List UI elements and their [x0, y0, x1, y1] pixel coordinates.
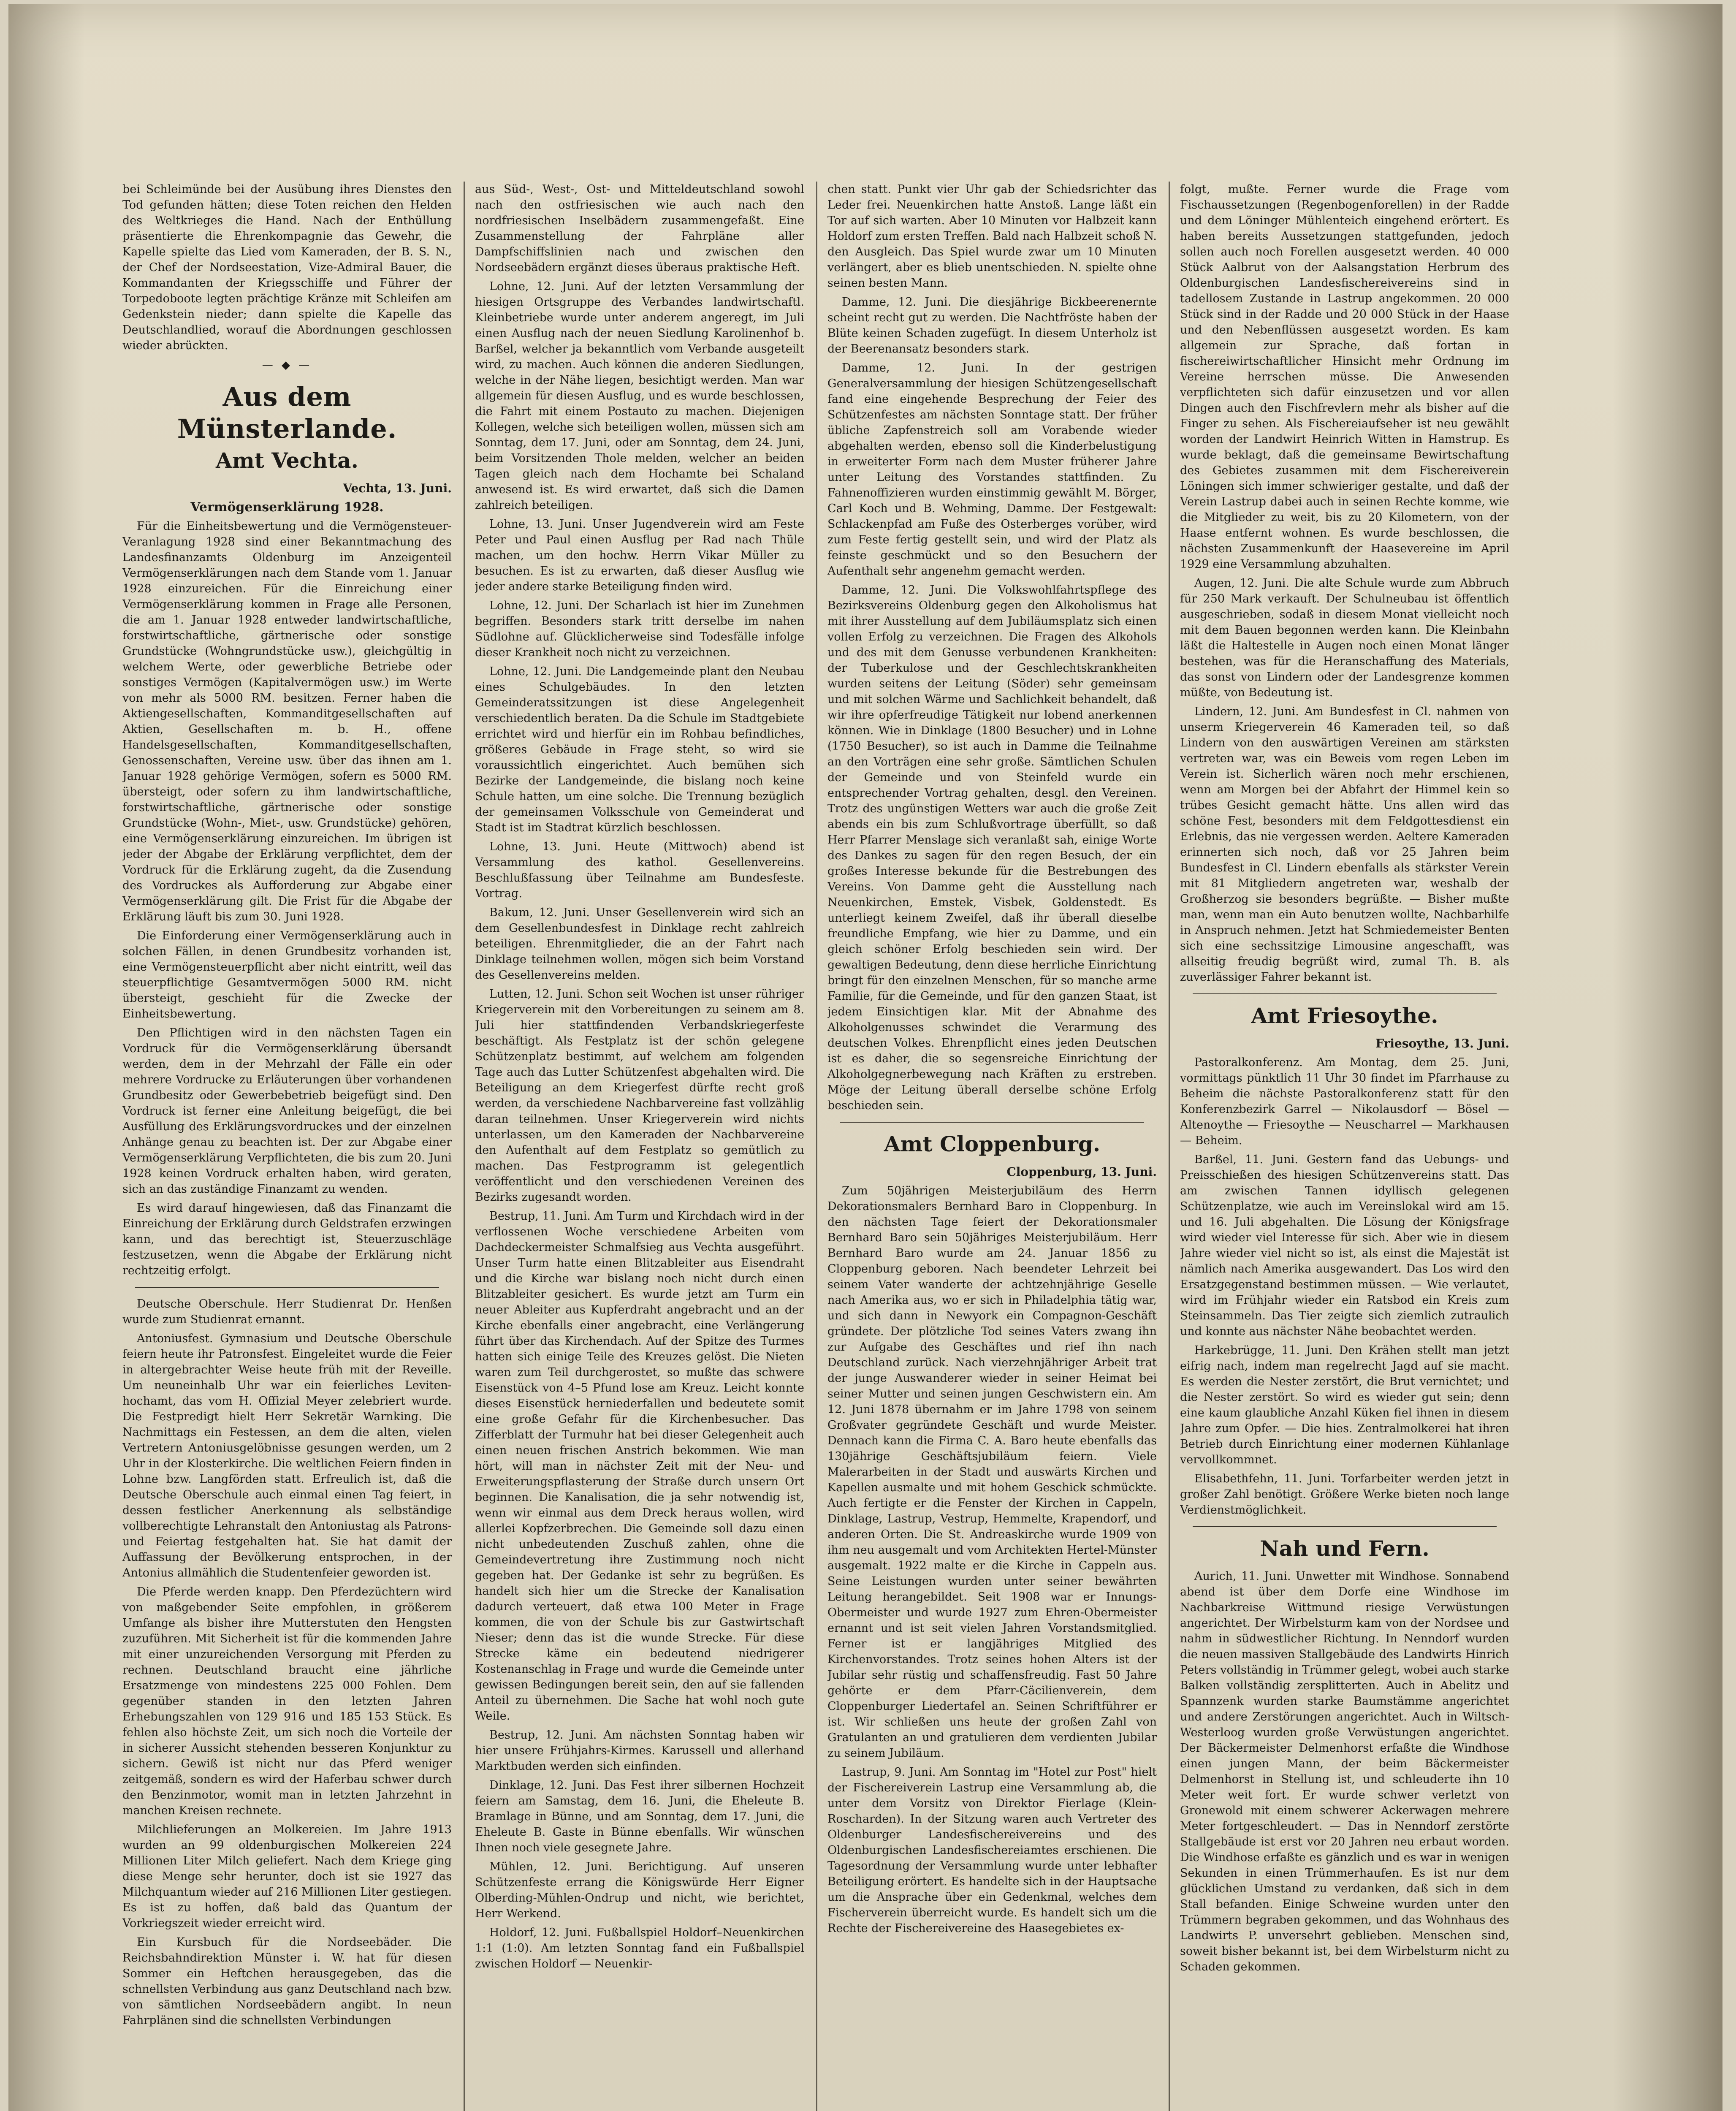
article-text: folgt, mußte. Ferner wurde die Frage vom Fischaussetzungen (Regenbogenforellen) in der Radde und dem Löninger Mühlenteich eingehend erörtert. Es haben bereits Aussetzungen stattgefunden, jedoch sollen auch noch Forellen ausgesetzt werden. 40 000 Stück Aalbrut von der Aalsangstation Herbrum des Oldenburgischen Landesfischereivereins sind in tadellosem Zustande in Lastrup angekommen. 20 000 Stück sind in der Radde und 20 000 Stück in der Haase und den Nebenflüssen ausgesetzt worden. Es kam allgemein zur Sprache, daß fortan in fischereiwirtschaftlicher Hinsicht mehr Ordnung im Vereine herrschen müsse. Die Anwesenden verpflichteten sich dafür einzusetzen und vor allen Dingen auch den Fischfrevlern mehr als bisher auf die Finger zu sehen. Als Fischereiaufseher ist neu gewählt worden der Landwirt Heinrich Witten in Hamstrup. Es wurde beklagt, daß die gemeinsame Bewirtschaftung des Gebietes zusammen mit dem Fischereiverein Löningen sich immer schwieriger gestalte, und daß der Verein Lastrup dabei auch in seinen Rechte komme, wie die Mitglieder zu weit, bis zu 20 Kilometern, von der Haase entfernt wohnen. Es wurde beschlossen, die nächsten Zusammenkunft der Haasevereine im April 1929 eine Versammlung abzuhalten.: [1180, 183, 1509, 571]
news-item: Antoniusfest. Gymnasium und Deutsche Oberschule feiern heute ihr Patronsfest. Eingeleitet wurde die Feier in altergebrachter Weise heute früh mit der Reveille. Um neuneinhalb Uhr war ein feierliches Leviten-hochamt, das vom H. Offizial Meyer zelebriert wurde. Die Festpredigt hielt Herr Sekretär Warnking. Die Nachmittags ein Festessen, an dem die alten, vielen Vertretern Antoniusgelöbnisse gesungen werden, um 2 Uhr in der Klosterkirche. Die weltlichen Feiern finden in Lohne bzw. Langförden statt. Erfreulich ist, daß die Deutsche Oberschule auch einmal einen Tag feiert, in dessen festlicher Anerkennung als selbständige vollberechtigte Lehranstalt den Antoniustag als Patrons- und Feiertag festgehalten hat. Sie hat damit der Auffassung der Bevölkerung entsprochen, in der Antonius allmählich die Studentenfeier geworden ist.: [122, 1332, 452, 1579]
column-2: [475, 182, 804, 2111]
news-item: Lohne, 12. Juni. Der Scharlach ist hier im Zunehmen begriffen. Besonders stark tritt derselbe im nahen Südlohne auf. Glücklicherweise sind Todesfälle infolge dieser Krankheit noch nicht zu verzeichnen.: [475, 599, 804, 659]
divider: [1193, 1526, 1497, 1527]
news-item: Damme, 12. Juni. Die diesjährige Bickbeerenernte scheint recht gut zu werden. Die Nachtfröste haben der Blüte keinen Schaden zugefügt. In diesem Unterholz ist der Beerenansatz besonders stark.: [827, 296, 1157, 355]
section-subheading: Amt Friesoythe.: [1251, 1003, 1438, 1028]
article-text: aus Süd-, West-, Ost- und Mitteldeutschland sowohl nach den ostfriesischen wie auch nach den nordfriesischen Inselbädern zusammengefaßt. Eine Zusammenstellung der Fahrpläne aller Dampfschiffslinien nach und zwischen den Nordseebädern ergänzt dieses überaus praktische Heft.: [475, 183, 804, 274]
column-3: [827, 182, 1157, 2111]
news-item: Pastoralkonferenz. Am Montag, dem 25. Juni, vormittags pünktlich 11 Uhr 30 findet im Pfarrhause zu Beheim die nächste Pastoralkonferenz statt für den Konferenzbezirk Garrel — Nikolausdorf — Bösel — Altenoythe — Friesoythe — Neuscharrel — Markhausen — Beheim.: [1180, 1056, 1509, 1147]
news-item: Die Pferde werden knapp. Den Pferdezüchtern wird von maßgebender Seite empfohlen, in größerem Umfange als bisher ihre Mutterstuten den Hengsten zuzuführen. Mit Sicherheit ist für die kommenden Jahre mit einer unzureichenden Versorgung mit Pferden zu rechnen. Deutschland braucht eine jährliche Ersatzmenge von mindestens 225 000 Fohlen. Dem gegenüber standen in den letzten Jahren Erhebungszahlen von 129 916 und 185 153 Stück. Es fehlen also höchste Zeit, um sich noch die Vorteile der in sicherer Aussicht stehenden besseren Konjunktur zu sichern. Gewiß ist nicht nur das Pferd weniger zeitgemäß, sondern es wird der Haferbau schwer durch den Benzinmotor, womit man in letzten Jahrzehnt in manchen Kreisen rechnete.: [122, 1585, 452, 1817]
column-rule: [1169, 182, 1170, 2111]
article-dateline: Vechta, 13. Juni.: [343, 481, 452, 495]
column-1: [122, 182, 452, 2111]
section-subheading: Nah und Fern.: [1260, 1536, 1429, 1561]
column-4: [1180, 182, 1509, 2111]
news-item: Milchlieferungen an Molkereien. Im Jahre 1913 wurden an 99 oldenburgischen Molkereien 224 Millionen Liter Milch geliefert. Nach dem Kriege ging diese Menge sehr herunter, doch ist sie 1927 das Milchquantum wieder auf 216 Millionen Liter gestiegen. Es ist zu hoffen, daß bald das Quantum der Vorkriegszeit wieder erreicht wird.: [122, 1823, 452, 1930]
news-item: Damme, 12. Juni. In der gestrigen Generalversammlung der hiesigen Schützengesellschaft fand eine eingehende Besprechung der Feier des Schützenfestes am nächsten Sonntage statt. Der früher übliche Zapfenstreich soll am Vorabende wieder abgehalten werden, ebenso soll die Kinderbelustigung in erweiterter Form nach dem Muster früherer Jahre unter Leitung des Vorstandes stattfinden. Zu Fahnenoffizieren wurden einstimmig gewählt M. Börger, Carl Koch und B. Wehming, Damme. Der Festgewalt: Schlackenpfad am Fuße des Osterberges vorüber, wird zum Feste fertig gestellt sein, und wird der Platz als feinste geschmückt und so den Besuchern der Aufenthalt sehr angenehm gemacht werden.: [827, 361, 1157, 578]
news-item: Bestrup, 12. Juni. Am nächsten Sonntag haben wir hier unsere Frühjahrs-Kirmes. Karussell und allerhand Marktbuden werden sich einfinden.: [475, 1728, 804, 1773]
news-item: Holdorf, 12. Juni. Fußballspiel Holdorf–Neuenkirchen 1:1 (1:0). Am letzten Sonntag fand ein Fußballspiel zwischen Holdorf — Neuenkir-: [475, 1926, 804, 1970]
news-item: Ein Kursbuch für die Nordseebäder. Die Reichsbahndirektion Münster i. W. hat für diesen Sommer ein Heftchen herausgegeben, das die schnellsten Verbindung aus ganz Deutschland nach bzw. von sämtlichen Nordseebädern angibt. In neun Fahrplänen sind die schnellsten Verbindungen: [122, 1936, 452, 2027]
article-title: Vermögenserklärung 1928.: [190, 500, 384, 515]
news-item: Aurich, 11. Juni. Unwetter mit Windhose. Sonnabend abend ist über dem Dorfe eine Windhose im Nachbarkreise Wittmund riesige Verwüstungen angerichtet. Der Wirbelsturm kam von der Nordsee und nahm in südwestlicher Richtung. In Nenndorf wurden die neuen massiven Stallgebäude des Landwirts Hinrich Peters vollständig in Trümmer gelegt, wobei auch starke Balken vollständig zersplitterten. Auch in Abelitz und Spannzenk wurden starke Baumstämme angerichtet und andere Zerstörungen angerichtet. Auch in Wiltsch-Westerloog wurden große Verwüstungen angerichtet. Der Bäckermeister Delmenhorst erfaßte die Windhose einen jungen Mann, der beim Bäckermeister Delmenhorst in Stellung ist, und schleuderte ihn 10 Meter weit fort. Er wurde schwer verletzt von Gronewold mit einem schwerer Ackerwagen mehrere Meter fortgeschleudert. — Das in Nenndorf zerstörte Stallgebäude ist erst vor 20 Jahren neu erbaut worden. Die Windhose erfaßte es gänzlich und es war in wenigen Sekunden in einen Trümmerhaufen. Es ist nur dem glücklichen Umstand zu verdanken, daß sich in dem Stall befanden. Einige Schweine wurden unter den Trümmern begraben gekommen, und das Wohnhaus des Landwirts P. unversehrt geblieben. Menschen sind, soweit bisher bekannt ist, bei dem Wirbelsturm nicht zu Schaden gekommen.: [1180, 1570, 1509, 1973]
news-item: Dinklage, 12. Juni. Das Fest ihrer silbernen Hochzeit feiern am Samstag, dem 16. Juni, die Eheleute B. Bramlage in Bünne, und am Sonntag, dem 17. Juni, die Eheleute B. Gaste in Bünne ebenfalls. Wir wünschen Ihnen noch viele gesegnete Jahre.: [475, 1779, 804, 1854]
divider: [840, 1122, 1144, 1123]
news-item: Lohne, 12. Juni. Die Landgemeinde plant den Neubau eines Schulgebäudes. In den letzten Gemeinderatssitzungen ist diese Angelegenheit verschiedentlich beraten. Da die Schule im Stadtgebiete errichtet wird und hierfür ein im Rohbau befindliches, größeres Gebäude in Frage steht, so wird sie voraussichtlich eingerichtet. Auch bemühen sich Bezirke der Landgemeinde, die bislang noch keine Schule hatten, um eine solche. Die Trennung bezüglich der gemeinsamen Volksschule von Gemeinderat und Stadt ist im Stadtrat kürzlich beschlossen.: [475, 665, 804, 834]
news-item: Elisabethfehn, 11. Juni. Torfarbeiter werden jetzt in großer Zahl benötigt. Größere Werke bieten noch lange Verdienstmöglichkeit.: [1180, 1472, 1509, 1517]
article-text: Es wird darauf hingewiesen, daß das Finanzamt die Einreichung der Erklärung durch Geldstrafen erzwingen kann, und das berechtigt ist, Steuerzuschläge festzusetzen, wenn die Abgabe der Erklärung nicht rechtzeitig erfolgt.: [122, 1202, 452, 1277]
article-dateline: Cloppenburg, 13. Juni.: [1006, 1165, 1157, 1179]
section-subheading: Amt Cloppenburg.: [884, 1131, 1101, 1156]
news-item: Bestrup, 11. Juni. Am Turm und Kirchdach wird in der verflossenen Woche verschiedene Arbeiten vom Dachdeckermeister Schmalfsieg aus Vechta ausgeführt. Unser Turm hatte einen Blitzableiter aus Eisendraht und die Kirche war bislang noch nicht durch einen Blitzableiter gesichert. Es wurde jetzt am Turm ein neuer Ableiter aus Kupferdraht angebracht und an der Kirche ebenfalls einer angebracht, eine Verlängerung führt über das Kirchendach. Auf der Spitze des Turmes hatten sich einige Teile des Kreuzes gelöst. Die Nieten waren zum Teil durchgerostet, so mußte das schwere Eisenstück von 4–5 Pfund lose am Kreuz. Leicht konnte dieses Eisenstück herniederfallen und bedeutete somit eine große Gefahr für die Kirchenbesucher. Das Zifferblatt der Turmuhr hat bei dieser Gelegenheit auch einen neuen frischen Anstrich bekommen. Wie man hört, will man in nächster Zeit mit der Neu- und Erweiterungspflasterung der Straße durch unsern Ort beginnen. Die Kanalisation, die ja sehr notwendig ist, wenn wir einmal aus dem Dreck heraus wollen, wird allerlei Kopfzerbrechen. Die Gemeinde soll dazu einen nicht unbedeutenden Zuschuß zahlen, ohne die Gemeindevertretung ihre Zustimmung noch nicht gegeben hat. Der Gedanke ist sehr zu begrüßen. Es handelt sich hier um die Strecke der Kanalisation dadurch verteuert, daß etwa 100 Meter in Frage kommen, die von der Schule bis zur Gastwirtschaft Nieser; denn das ist die wunde Strecke. Für diese Strecke käme ein bedeutend niedrigerer Kostenanschlag in Frage und wurde die Gemeinde unter gewissen Bedingungen bereit sein, den auf sie fallenden Anteil zu übernehmen. Die Sache hat wohl noch gute Weile.: [475, 1210, 804, 1723]
section-subheading: Amt Vechta.: [216, 448, 358, 473]
article-dateline: Friesoythe, 13. Juni.: [1375, 1037, 1509, 1050]
column-rule: [816, 182, 817, 2111]
news-item: Deutsche Oberschule. Herr Studienrat Dr. Henßen wurde zum Studienrat ernannt.: [122, 1297, 452, 1326]
news-item: Lastrup, 9. Juni. Am Sonntag im "Hotel zur Post" hielt der Fischereiverein Lastrup eine Versammlung ab, die unter dem Vorsitz von Direktor Fierlage (Klein-Roscharden). In der Sitzung waren auch Vertreter des Oldenburger Landesfischereivereins und des Oldenburgischen Landesfischereiamtes erschienen. Die Tagesordnung der Versammlung wurde unter lebhafter Beteiligung erörtert. Es handelte sich in der Hauptsache um die Ansprache über ein Gedenkmal, welches dem Fischerverein überreicht wurde. Es handelt sich um die Rechte der Fischereivereine des Haasegebietes ex-: [827, 1766, 1157, 1935]
divider: [135, 1287, 439, 1288]
news-item: Bakum, 12. Juni. Unser Gesellenverein wird sich an dem Gesellenbundesfest in Dinklage recht zahlreich beteiligen. Ehrenmitglieder, die an der Fahrt nach Dinklage teilnehmen wollen, mögen sich beim Vorstand des Gesellenvereins melden.: [475, 906, 804, 982]
news-item: Lohne, 13. Juni. Heute (Mittwoch) abend ist Versammlung des kathol. Gesellenvereins. Beschlußfassung über Teilnahme am Bundesfeste. Vortrag.: [475, 840, 804, 900]
news-item: Lutten, 12. Juni. Schon seit Wochen ist unser rühriger Kriegerverein mit den Vorbereitungen zu seinem am 8. Juli hier stattfindenden Verbandskriegerfeste beschäftigt. Als Festplatz ist der schön gelegene Schützenplatz bestimmt, auf welchem am folgenden Tage auch das Lutter Schützenfest abgehalten wird. Die Beteiligung an dem Kriegerfest dürfte recht groß werden, da verschiedene Nachbarvereine fast vollzählig daran teilnehmen. Unser Kriegerverein wird nichts unterlassen, um den Kameraden der Nachbarvereine den Aufenthalt auf dem Festplatz so gemütlich zu machen. Das Festprogramm ist gelegentlich veröffentlicht und den verschiedenen Vereinen des Bezirks zugesandt worden.: [475, 988, 804, 1204]
article-text: Die Einforderung einer Vermögenserklärung auch in solchen Fällen, in denen Grundbesitz vorhanden ist, eine Vermögensteuerpflicht aber nicht eintritt, weil das steuerpflichtige Gesamtvermögen 5000 RM. nicht übersteigt, geschieht für die Zwecke der Einheitsbewertung.: [122, 929, 452, 1020]
news-item: Zum 50jährigen Meisterjubiläum des Herrn Dekorationsmalers Bernhard Baro in Cloppenburg. In den nächsten Tage feiert der Dekorationsmaler Bernhard Baro sein 50jähriges Meisterjubiläum. Herr Bernhard Baro wurde am 24. Januar 1856 zu Cloppenburg geboren. Nach beendeter Lehrzeit bei seinem Vater wanderte der achtzehnjährige Geselle nach Amerika aus, wo er sich in Philadelphia tätig war, und sich dann in Newyork ein Compagnon-Geschäft gründete. Der plötzliche Tod seines Vaters zwang ihn zur Aufgabe des Geschäftes und rief ihn nach Deutschland zurück. Nach vierzehnjähriger Arbeit trat der junge Auswanderer wieder in seiner Heimat bei seiner Mutter und seinen jungen Geschwistern ein. Am 12. Juni 1878 übernahm er im Jahre 1798 von seinem Großvater gegründete Geschäft und wurde Meister. Dennach kann die Firma C. A. Baro heute ebenfalls das 130jährige Geschäftsjubiläum feiern. Viele Malerarbeiten in der Stadt und auswärts Kirchen und Kapellen ausmalte und mit hohem Geschick schmückte. Auch fertigte er die Fenster der Kirchen in Cappeln, Dinklage, Lastrup, Vestrup, Hemmelte, Krapendorf, und anderen Orten. Die St. Andreaskirche wurde 1909 von ihm neu ausgemalt und vom Architekten Hertel-Münster ausgemalt. 1922 malte er die Kirche in Cappeln aus. Seine Leistungen wurden unter seiner bewährten Leitung herangebildet. Seit 1908 war er Innungs-Obermeister und wurde 1927 zum Ehren-Obermeister ernannt und ist seit vielen Jahren Vorstandsmitglied. Ferner ist er langjähriges Mitglied des Kirchenvorstandes. Trotz seines hohen Alters ist der Jubilar sehr rüstig und schaffensfreudig. Fast 50 Jahre gehörte er dem Pfarr-Cäcilienverein, dem Cloppenburger Liedertafel an. Seinen Schriftführer er ist. Wir schließen uns heute der großen Zahl von Gratulanten an und gratulieren dem verdienten Jubilar zu seinem Jubiläum.: [827, 1184, 1157, 1760]
news-item: Lohne, 13. Juni. Unser Jugendverein wird am Feste Peter und Paul einen Ausflug per Rad nach Thüle machen, um den hochw. Herrn Vikar Müller zu besuchen. Es ist zu erwarten, daß dieser Ausflug wie jeder andere starke Beteiligung finden wird.: [475, 518, 804, 593]
news-item: Lindern, 12. Juni. Am Bundesfest in Cl. nahmen von unserm Kriegerverein 46 Kameraden teil, so daß Lindern von den auswärtigen Vereinen am stärksten vertreten war, was ein Beweis vom regen Leben im Verein ist. Sicherlich wären noch mehr erschienen, wenn am Morgen bei der Abfahrt der Himmel kein so trübes Gesicht gemacht hätte. Uns allen wird das schöne Fest, besonders mit dem Feldgottesdienst ein Erlebnis, das nie vergessen werden. Aeltere Kameraden erinnerten sich noch, daß vor 25 Jahren beim Bundesfest in Cl. Lindern ebenfalls als stärkster Verein mit 81 Mitgliedern angetreten war, weshalb der Großherzog sie besonders begrüßte. — Bisher mußte man, wenn man ein Auto benutzen wollte, Nachbarhilfe in Anspruch nehmen. Jetzt hat Schmiedemeister Benten sich eine sechssitzige Limousine angeschafft, was allseitig freudig begrüßt wird, zumal Th. B. als zuverlässiger Fahrer bekannt ist.: [1180, 705, 1509, 984]
column-rule: [464, 182, 465, 2111]
news-item: Mühlen, 12. Juni. Berichtigung. Auf unseren Schützenfeste errang die Königswürde Herr Eigner Olberding-Mühlen-Ondrup und nicht, wie berichtet, Herr Werkend.: [475, 1860, 804, 1920]
news-item: Damme, 12. Juni. Die Volkswohlfahrtspflege des Bezirksvereins Oldenburg gegen den Alkoholismus hat mit ihrer Ausstellung auf dem Jubiläumsplatz sich einen vollen Erfolg zu verzeichnen. Die Fragen des Alkohols und des mit dem Genusse verbundenen Krankheiten: der Tuberkulose und der Geschlechtskrankheiten wurden seitens der Leitung (Söder) sehr gemeinsam und mit solchen Wärme und Sachlichkeit behandelt, daß wir ihre opferfreudige Tätigkeit nur lobend anerkennen können. Wie in Dinklage (1800 Besucher) und in Lohne (1750 Besucher), so ist auch in Damme die Teilnahme an den Vorträgen eine sehr große. Sämtlichen Schulen der Gemeinde und von Steinfeld wurde ein entsprechender Vortrag gehalten, desgl. den Vereinen. Trotz des ungünstigen Wetters war auch die große Zeit abends ein bis zum Schlußvortrage überfüllt, so daß Herr Pfarrer Menslage sich veranlaßt sah, einige Worte des Dankes zu sagen für den regen Besuch, der ein großes Interesse bekunde für die Bestrebungen des Vereins. Von Damme geht die Ausstellung nach Neuenkirchen, Emstek, Visbek, Goldenstedt. Es unterliegt keinem Zweifel, daß ihr überall dieselbe freundliche Empfang, wie hier zu Damme, und ein gleich schöner Erfolg beschieden sein wird. Der gewaltigen Bedeutung, denn diese herrliche Einrichtung bringt für den einzelnen Menschen, für so manche arme Familie, für die Gemeinde, und für den ganzen Staat, ist jedem Einsichtigen klar. Mit der Abnahme des Alkoholgenusses schwindet die Verarmung des deutschen Volkes. Ehrenpflicht eines jeden Deutschen ist es daher, die so segensreiche Einrichtung der Alkoholgegnerbewegung nach Kräften zu erstreben. Möge der Leitung überall derselbe schöne Erfolg beschieden sein.: [827, 583, 1157, 1112]
ornament-divider: — ◆ —: [262, 359, 312, 372]
section-heading: Aus dem Münsterlande.: [177, 381, 397, 444]
news-item: Barßel, 11. Juni. Gestern fand das Uebungs- und Preisschießen des hiesigen Schützenvereins statt. Das am zwischen Tannen idyllisch gelegenen Schützenplatze, wie auch im Vereinslokal wird am 15. und 16. Juli abgehalten. Die Lösung der Königsfrage wird wieder viel Interesse für sich. Aber wie in diesem Jahre wieder viel nicht so ist, als einst die Majestät ist nämlich nach Amerika ausgewandert. Das Los wird den Ersatzgegenstand bestimmen müssen. — Wie verlautet, wird im Frühjahr wieder ein Ratsbod ein Kreis zum Steinsammeln. Das Tier zeigte sich ziemlich zutraulich und konnte aus nächster Nähe beobachtet werden.: [1180, 1153, 1509, 1338]
article-text: bei Schleimünde bei der Ausübung ihres Dienstes den Tod gefunden hätten; diese Toten reichen den Helden des Weltkrieges die Hand. Nach der Enthüllung präsentierte die Ehrenkompagnie das Gewehr, die Kapelle spielte das Lied vom Kameraden, der B. S. N., der Chef der Nordseestation, Vize-Admiral Bauer, die Kommandanten der Kriegsschiffe und Führer der Torpedoboote legten prächtige Kränze mit Schleifen am Gedenkstein nieder; dann spielte die Kapelle das Deutschlandlied, worauf die Abordnungen geschlossen wieder abrückten.: [122, 183, 452, 352]
divider: [1193, 993, 1497, 994]
article-text: chen statt. Punkt vier Uhr gab der Schiedsrichter das Leder frei. Neuenkirchen hatte Anstoß. Lange läßt ein Tor auf sich warten. Aber 10 Minuten vor Halbzeit kann Holdorf zum ersten Treffen. Bald nach Halbzeit schoß N. den Ausgleich. Das Spiel wurde zwar um 10 Minuten verlängert, aber es blieb unentschieden. N. spielte ohne seinen besten Mann.: [827, 183, 1157, 290]
page-right-shadow: [1613, 4, 1722, 2111]
article-text: Für die Einheitsbewertung und die Vermögensteuer-Veranlagung 1928 sind einer Bekanntmachung des Landesfinanzamts Oldenburg im Anzeigenteil Vermögenserklärungen nach dem Stande vom 1. Januar 1928 einzureichen. Für die Einreichung einer Vermögenserklärung kommen in Frage alle Personen, die am 1. Januar 1928 entweder landwirtschaftliche, forstwirtschaftliche, gärtnerische oder sonstige Grundstücke (Wohngrundstücke usw.), gleichgültig in welchem Werte, oder gewerbliche Betriebe oder sonstiges Vermögen (Kapitalvermögen usw.) im Werte von mehr als 5000 RM. besitzen. Ferner haben die Aktiengesellschaften, Kommanditgesellschaften auf Aktien, Gesellschaften m. b. H., offene Handelsgesellschaften, Kommanditgesellschaften, Genossenschaften, Vereine usw. über das ihnen am 1. Januar 1928 gehörige Vermögen, sofern es 5000 RM. übersteigt, oder sofern zu ihm landwirtschaftliche, forstwirtschaftliche, gärtnerische oder sonstige Grundstücke (Wohn-, Miet-, usw. Grundstücke) gehören, eine Vermögenserklärung einzureichen. Im übrigen ist jeder der Abgabe der Erklärung verpflichtet, dem der Vordruck für die Erklärung zugeht, da die Zusendung des Vordruckes als Aufforderung zur Abgabe einer Vermögenserklärung gilt. Die Frist für die Abgabe der Erklärung läuft bis zum 30. Juni 1928.: [122, 520, 452, 923]
news-item: Lohne, 12. Juni. Auf der letzten Versammlung der hiesigen Ortsgruppe des Verbandes landwirtschaftl. Kleinbetriebe wurde unter anderem angeregt, im Juli einen Ausflug nach der neuen Siedlung Karolinenhof b. Barßel, welcher ja bekanntlich vom Verbande ausgeteilt wird, zu machen. Auch können die anderen Siedlungen, welche in der Nähe liegen, besichtigt werden. Man war allgemein für diesen Ausflug, und es wurde beschlossen, die Fahrt mit einem Postauto zu machen. Diejenigen Kollegen, welche sich beteiligen wollen, müssen sich am Sonntag, dem 17. Juni, oder am Sonntag, dem 24. Juni, beim Vorsitzenden Thole melden, welcher an beiden Tagen gleich nach dem Hochamte bei Schaland anwesend ist. Es wird erwartet, daß sich die Damen zahlreich beteiligen.: [475, 280, 804, 512]
article-text: Den Pflichtigen wird in den nächsten Tagen ein Vordruck für die Vermögenserklärung übersandt werden, dem in der Mehrzahl der Fälle ein oder mehrere Vordrucke zu Erläuterungen über vorhandenen Grundbesitz oder Gewerbebetrieb beigefügt sind. Den Vordruck ist ferner eine Anleitung beigefügt, die bei Ausfüllung des Erklärungsvordruckes und der einzelnen Anhänge genau zu beachten ist. Der zur Abgabe einer Vermögenserklärung Verpflichteten, die bis zum 20. Juni 1928 keinen Vordruck erhalten haben, wird geraten, sich an das zuständige Finanzamt zu wenden.: [122, 1026, 452, 1196]
page-left-shadow: [8, 4, 84, 2111]
news-item: Harkebrügge, 11. Juni. Den Krähen stellt man jetzt eifrig nach, indem man regelrecht Jagd auf sie macht. Es werden die Nester zerstört, die Brut vernichtet; und die Nester zerstört. So wird es wieder gut sein; denn eine kaum glaubliche Anzahl Küken fiel ihnen in diesem Jahre zum Opfer. — Die hies. Zentralmolkerei hat ihren Betrieb durch Einrichtung einer modernen Kühlanlage vervollkommnet.: [1180, 1344, 1509, 1466]
news-item: Augen, 12. Juni. Die alte Schule wurde zum Abbruch für 250 Mark verkauft. Der Schulneubau ist öffentlich ausgeschrieben, sodaß in diesem Monat vielleicht noch mit dem Bauen begonnen werden kann. Die Kleinbahn läßt die Haltestelle in Augen noch einen Monat länger bestehen, was für die Heranschaffung des Materials, das sonst von Lindern oder der Landesgrenze kommen müßte, von Bedeutung ist.: [1180, 577, 1509, 699]
